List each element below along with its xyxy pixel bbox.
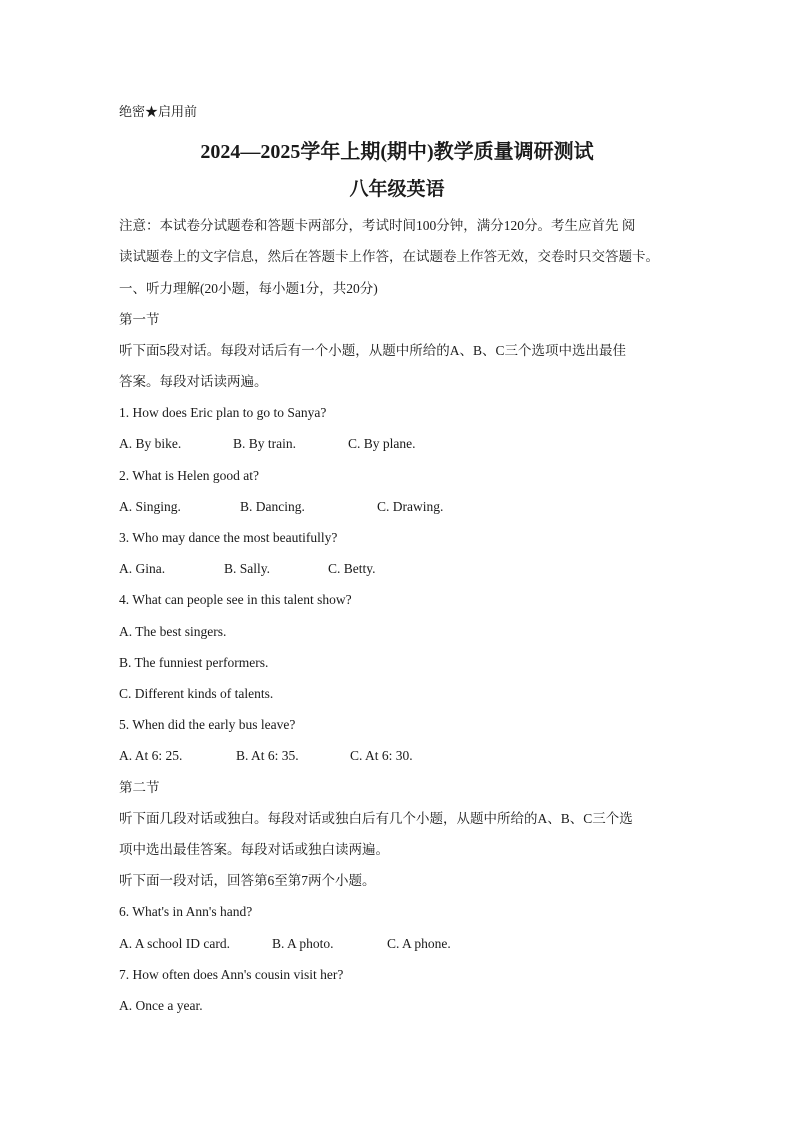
q1-option-c: C. By plane.: [348, 436, 416, 451]
exam-title: 2024—2025学年上期(期中)教学质量调研测试: [200, 141, 594, 163]
secret-label: 绝密★启用前: [119, 104, 198, 119]
q1-option-b: B. By train.: [233, 436, 296, 451]
question-3: 3. Who may dance the most beautifully?: [119, 530, 338, 545]
q3-option-c: C. Betty.: [328, 561, 376, 576]
section2-instruction-1: 听下面几段对话或独白。每段对话或独白后有几个小题，从题中所给的A、B、C三个选: [119, 811, 633, 826]
notice-line-2: 读试题卷上的文字信息，然后在答题卡上作答，在试题卷上作答无效，交卷时只交答题卡。: [119, 249, 659, 264]
question-6: 6. What's in Ann's hand?: [119, 904, 253, 919]
section2-instruction-3: 听下面一段对话，回答第6至第7两个小题。: [119, 873, 376, 888]
question-7: 7. How often does Ann's cousin visit her?: [119, 967, 344, 982]
question-2: 2. What is Helen good at?: [119, 468, 259, 483]
q5-option-b: B. At 6: 35.: [236, 748, 299, 763]
question-1: 1. How does Eric plan to go to Sanya?: [119, 405, 327, 420]
section1-instruction-2: 答案。每段对话读两遍。: [119, 374, 268, 389]
q2-option-b: B. Dancing.: [240, 499, 305, 514]
q3-option-a: A. Gina.: [119, 561, 166, 576]
q2-option-a: A. Singing.: [119, 499, 181, 514]
q7-option-a: A. Once a year.: [119, 998, 203, 1013]
q2-option-c: C. Drawing.: [377, 499, 444, 514]
q1-option-a: A. By bike.: [119, 436, 182, 451]
q6-option-a: A. A school ID card.: [119, 936, 230, 951]
q6-option-c: C. A phone.: [387, 936, 451, 951]
q3-option-b: B. Sally.: [224, 561, 271, 576]
section1-instruction-1: 听下面5段对话。每段对话后有一个小题，从题中所给的A、B、C三个选项中选出最佳: [119, 343, 627, 358]
notice-line-1: 注意：本试卷分试题卷和答题卡两部分，考试时间100分钟，满分120分。考生应首先 阅: [119, 218, 636, 233]
section2-instruction-2: 项中选出最佳答案。每段对话或独白读两遍。: [119, 842, 389, 857]
q5-option-a: A. At 6: 25.: [119, 748, 183, 763]
question-5: 5. When did the early bus leave?: [119, 717, 296, 732]
question-4: 4. What can people see in this talent show?: [119, 592, 352, 607]
part1-heading: 一、听力理解(20小题，每小题1分，共20分): [119, 281, 378, 296]
q4-option-a: A. The best singers.: [119, 624, 227, 639]
q5-option-c: C. At 6: 30.: [350, 748, 413, 763]
exam-subtitle: 八年级英语: [349, 179, 445, 200]
q6-option-b: B. A photo.: [272, 936, 334, 951]
section2-label: 第二节: [119, 780, 160, 795]
q4-option-c: C. Different kinds of talents.: [119, 686, 274, 701]
section1-label: 第一节: [119, 312, 160, 327]
q4-option-b: B. The funniest performers.: [119, 655, 269, 670]
